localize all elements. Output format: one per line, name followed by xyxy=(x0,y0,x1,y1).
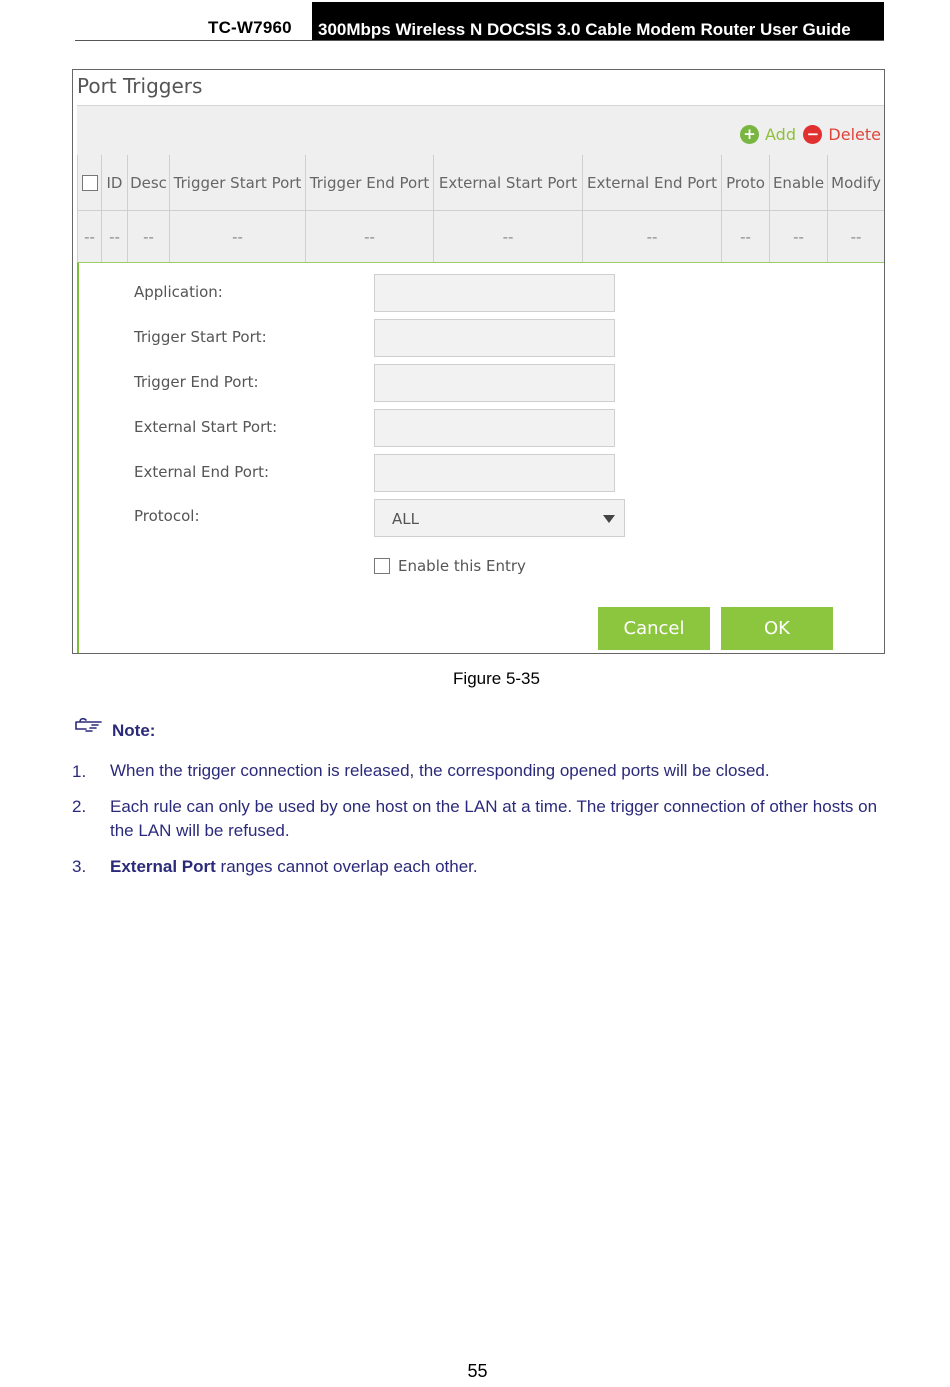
note-item-text: Each rule can only be used by one host on the LAN at a time. The trigger connection of other hosts on the LAN will be refused. xyxy=(110,797,878,840)
trigger-start-port-label: Trigger Start Port: xyxy=(134,328,267,346)
edit-form xyxy=(77,262,884,653)
select-all-checkbox[interactable] xyxy=(82,175,98,191)
table-cell: -- xyxy=(128,211,170,264)
protocol-select[interactable] xyxy=(374,499,625,537)
note-item-remainder: ranges cannot overlap each other. xyxy=(215,857,478,876)
external-start-port-label: External Start Port: xyxy=(134,418,278,436)
chevron-down-icon xyxy=(603,515,615,523)
trigger-end-port-label: Trigger End Port: xyxy=(134,373,259,391)
column-header: Trigger Start Port xyxy=(170,155,306,211)
enable-entry-checkbox[interactable] xyxy=(374,558,390,574)
column-header: Modify xyxy=(828,155,885,211)
note-item-text xyxy=(110,855,885,879)
protocol-label: Protocol: xyxy=(134,507,200,525)
note-item-number: 1. xyxy=(72,762,87,781)
table-row xyxy=(78,211,885,264)
application-input[interactable] xyxy=(374,274,615,312)
panel-title: Port Triggers xyxy=(77,74,203,98)
page-number: 55 xyxy=(467,1361,488,1381)
cancel-button[interactable]: Cancel xyxy=(598,607,710,650)
select-all-cell xyxy=(78,155,102,211)
note-item-text: When the trigger connection is released, the corresponding opened ports will be closed. xyxy=(110,761,770,780)
trigger-start-port-input[interactable] xyxy=(374,319,615,357)
application-label: Application: xyxy=(134,283,223,301)
external-port-term: External Port xyxy=(110,857,216,876)
table-cell: -- xyxy=(78,211,102,264)
external-end-port-label: External End Port: xyxy=(134,463,270,481)
note-item-number: 2. xyxy=(72,797,87,816)
column-header: External End Port xyxy=(583,155,722,211)
enable-entry-label: Enable this Entry xyxy=(398,557,526,575)
plus-circle-icon: + xyxy=(740,125,759,144)
note-item-number: 3. xyxy=(72,857,87,876)
table-cell: -- xyxy=(828,211,885,264)
add-button[interactable] xyxy=(740,125,796,144)
table-cell: -- xyxy=(102,211,128,264)
column-header: ID xyxy=(102,155,128,211)
table-cell: -- xyxy=(722,211,770,264)
header-model: TC-W7960 xyxy=(208,18,292,37)
minus-circle-icon: − xyxy=(803,125,822,144)
delete-label: Delete xyxy=(828,125,881,144)
external-start-port-input[interactable] xyxy=(374,409,615,447)
add-label: Add xyxy=(765,125,796,144)
note-label: Note: xyxy=(112,721,156,740)
table-cell: -- xyxy=(434,211,583,264)
table-cell: -- xyxy=(583,211,722,264)
trigger-end-port-input[interactable] xyxy=(374,364,615,402)
ok-button[interactable]: OK xyxy=(721,607,833,650)
protocol-value: ALL xyxy=(392,510,419,528)
port-triggers-screenshot xyxy=(72,69,885,654)
column-header: Trigger End Port xyxy=(306,155,434,211)
column-header: External Start Port xyxy=(434,155,583,211)
port-trigger-table xyxy=(77,155,885,263)
header-rule xyxy=(75,40,884,41)
table-header-row xyxy=(78,155,885,211)
form-top-rule xyxy=(77,262,884,263)
column-header: Enable xyxy=(770,155,828,211)
header-guide-title: 300Mbps Wireless N DOCSIS 3.0 Cable Modem Router User Guide xyxy=(312,2,884,40)
external-end-port-input[interactable] xyxy=(374,454,615,492)
table-cell: -- xyxy=(170,211,306,264)
table-cell: -- xyxy=(306,211,434,264)
enable-entry-row[interactable] xyxy=(374,557,526,575)
figure-caption: Figure 5-35 xyxy=(453,669,540,688)
pointing-hand-icon xyxy=(75,716,103,737)
table-cell: -- xyxy=(770,211,828,264)
column-header: Proto xyxy=(722,155,770,211)
column-header: Desc xyxy=(128,155,170,211)
delete-button[interactable] xyxy=(803,125,881,144)
